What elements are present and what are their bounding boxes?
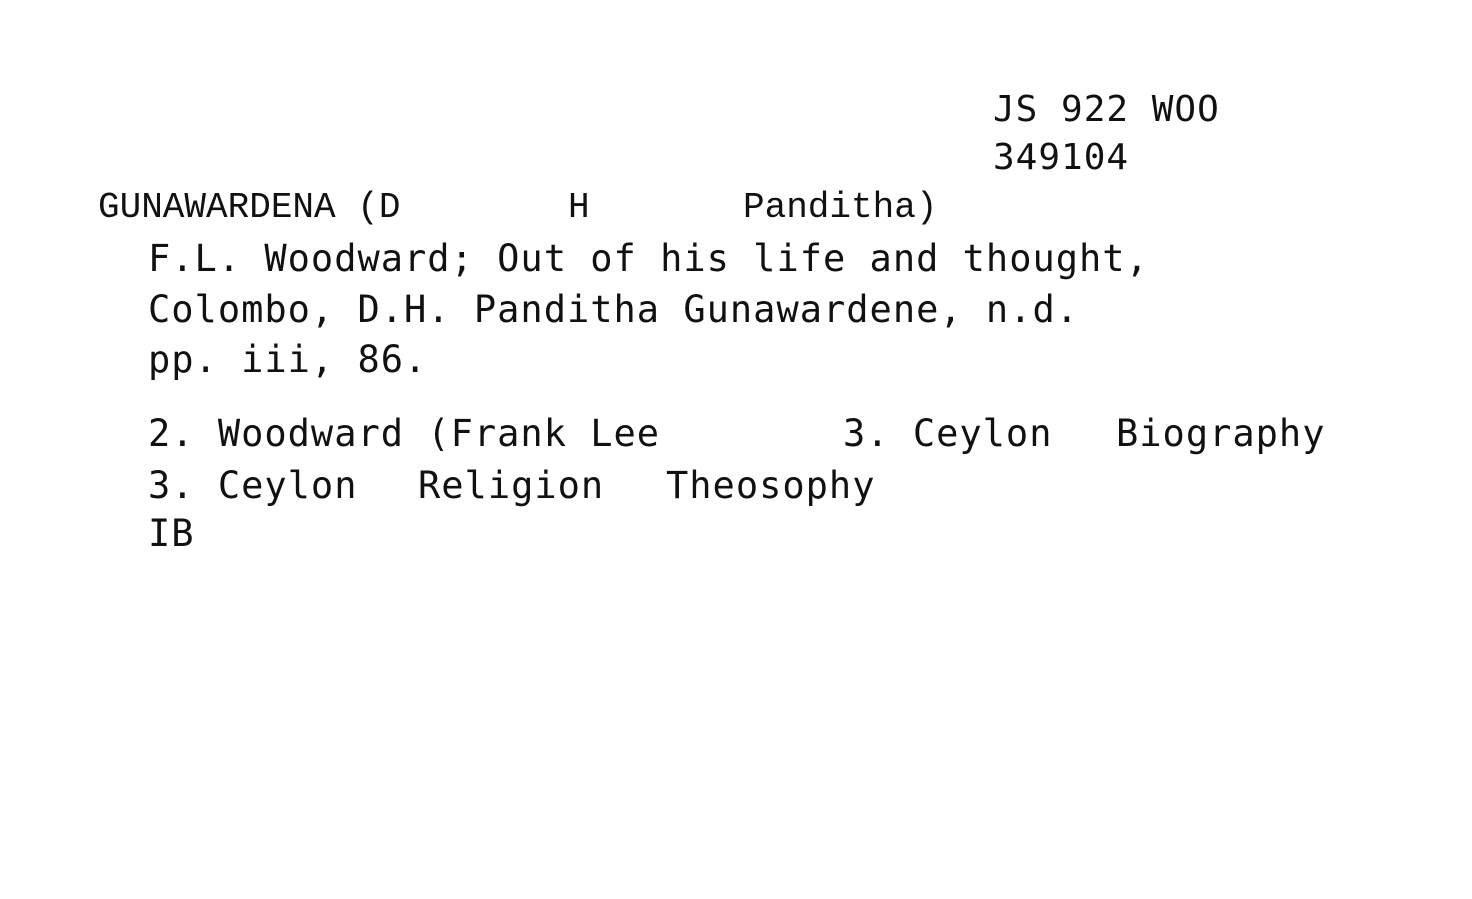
tracing-theosophy: Theosophy xyxy=(666,464,876,507)
description-line-title: F.L. Woodward; Out of his life and thought, xyxy=(148,237,1149,280)
description-line-collation: pp. iii, 86. xyxy=(148,338,428,381)
heading-name-rest: Panditha) xyxy=(743,187,938,228)
main-heading xyxy=(98,187,998,230)
tracing-woodward: 2. Woodward (Frank Lee xyxy=(148,412,661,455)
accession-number: 349104 xyxy=(993,137,1130,178)
tracing-biography: Biography xyxy=(1116,412,1326,455)
tracing-line-2 xyxy=(148,464,1148,509)
call-number: JS 922 WOO xyxy=(993,89,1220,130)
cataloguer-initials: IB xyxy=(148,512,195,555)
tracing-line-1 xyxy=(148,412,1448,457)
tracing-ceylon-1: 3. Ceylon xyxy=(843,412,1053,455)
description-line-imprint: Colombo, D.H. Panditha Gunawardene, n.d. xyxy=(148,288,1080,331)
tracing-ceylon-2: 3. Ceylon xyxy=(148,464,358,507)
heading-initial-h: H xyxy=(568,187,590,228)
heading-surname: GUNAWARDENA (D xyxy=(98,187,401,228)
tracing-religion: Religion xyxy=(418,464,605,507)
